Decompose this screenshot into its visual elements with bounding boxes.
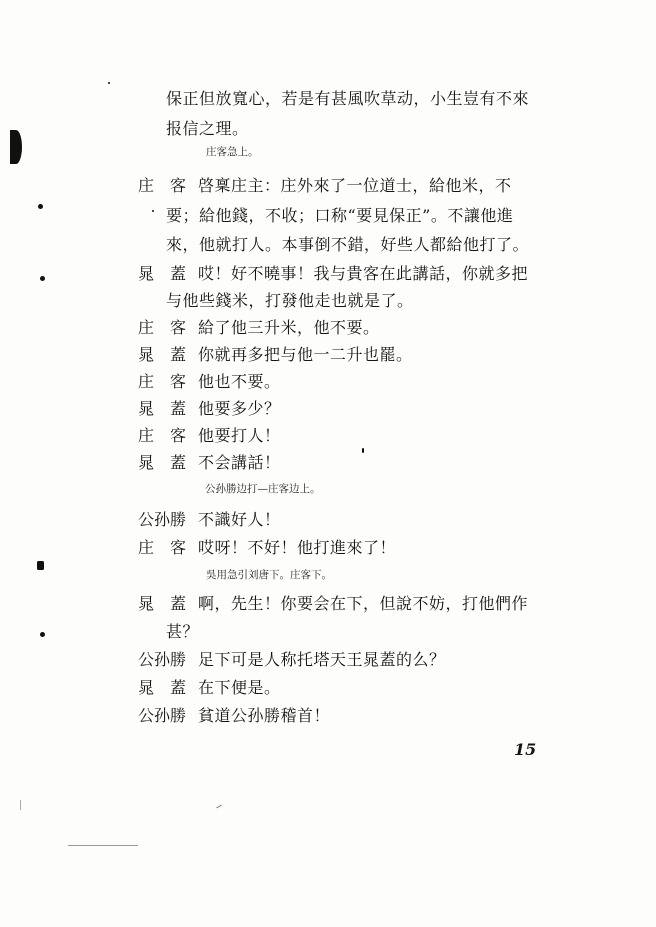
speaker-name: 晁 蓋 — [138, 264, 187, 283]
speaker-name: 庄 客 — [138, 538, 187, 557]
stage-direction: 庄客急上。 — [206, 146, 259, 158]
speaker-name: 晁 蓋 — [138, 345, 187, 364]
script-line — [138, 678, 281, 698]
speaker-name: 晁 蓋 — [138, 594, 187, 613]
line-text: 給了他三升米，他不要。 — [198, 318, 380, 337]
script-line — [138, 453, 281, 473]
line-text: 你就再多把与他一二升也罷。 — [198, 345, 413, 364]
line-text: 貧道公孙勝稽首！ — [198, 706, 331, 725]
speaker-name: 庄 客 — [138, 318, 187, 337]
line-text: 啊，先生！你要会在下，但說不妨，打他們作 — [198, 594, 529, 613]
line-text: 不会講話！ — [198, 453, 281, 472]
speaker-name: 庄 客 — [138, 426, 187, 445]
scan-smudge — [68, 845, 138, 846]
speaker-name: 公孙勝 — [138, 650, 187, 669]
page-number: 15 — [514, 740, 537, 759]
ink-speck — [40, 276, 45, 281]
speaker-name: 庄 客 — [138, 176, 187, 195]
script-line — [138, 650, 446, 670]
line-text: 來，他就打人。本事倒不錯，好些人都給他打了。 — [166, 235, 530, 254]
stage-direction: 公孙勝边打—庄客边上。 — [205, 483, 321, 495]
line-text: 甚？ — [166, 622, 200, 641]
ink-speck — [152, 210, 154, 212]
speaker-name: 晁 蓋 — [138, 678, 187, 697]
script-line — [138, 510, 281, 530]
ink-speck — [362, 448, 364, 453]
line-text: 在下便是。 — [198, 678, 281, 697]
line-text: 不識好人！ — [198, 510, 281, 529]
speaker-name: 公孙勝 — [138, 706, 187, 725]
line-text: 保正但放寬心，若是有甚風吹草动，小生豈有不來 — [166, 89, 530, 108]
script-line — [138, 538, 396, 558]
speaker-name: 庄 客 — [138, 372, 187, 391]
ink-speck — [37, 561, 44, 570]
line-text: 他也不要。 — [198, 372, 281, 391]
ink-speck — [216, 805, 222, 809]
script-line-continuation — [166, 89, 529, 109]
script-line — [138, 345, 413, 365]
script-line — [138, 706, 330, 726]
speaker-name: 晁 蓋 — [138, 399, 187, 418]
line-text: 哎呀！不好！他打進來了！ — [198, 538, 397, 557]
line-text: 要；給他錢，不收；口称“要見保正”。不讓他進 — [166, 206, 514, 225]
script-line-continuation — [166, 206, 513, 226]
stage-direction: 吳用急引刘唐下。庄客下。 — [206, 569, 332, 581]
ink-speck — [108, 82, 110, 84]
script-line-continuation — [166, 291, 414, 311]
line-text: 他要打人！ — [198, 426, 281, 445]
script-line — [138, 372, 281, 392]
line-text: 报信之理。 — [166, 119, 249, 138]
ink-speck — [38, 204, 43, 209]
line-text: 他要多少？ — [198, 399, 281, 418]
script-line-continuation — [166, 622, 199, 642]
script-line — [138, 176, 512, 196]
line-text: 哎！好不曉事！我与貴客在此講話，你就多把 — [198, 264, 529, 283]
scan-smudge — [20, 800, 21, 810]
speaker-name: 公孙勝 — [138, 510, 187, 529]
script-line — [138, 264, 528, 284]
line-text: 啓稟庄主：庄外來了一位道士，給他米，不 — [198, 176, 512, 195]
script-line — [138, 318, 380, 338]
ink-speck — [40, 632, 45, 637]
line-text: 足下可是人称托塔天王晁蓋的么？ — [198, 650, 446, 669]
script-line-continuation — [166, 119, 249, 139]
script-line — [138, 399, 281, 419]
line-text: 与他些錢米，打發他走也就是了。 — [166, 291, 414, 310]
speaker-name: 晁 蓋 — [138, 453, 187, 472]
script-line — [138, 594, 528, 614]
binding-hole-mark — [10, 130, 22, 164]
script-line-continuation — [166, 235, 529, 255]
script-line — [138, 426, 281, 446]
